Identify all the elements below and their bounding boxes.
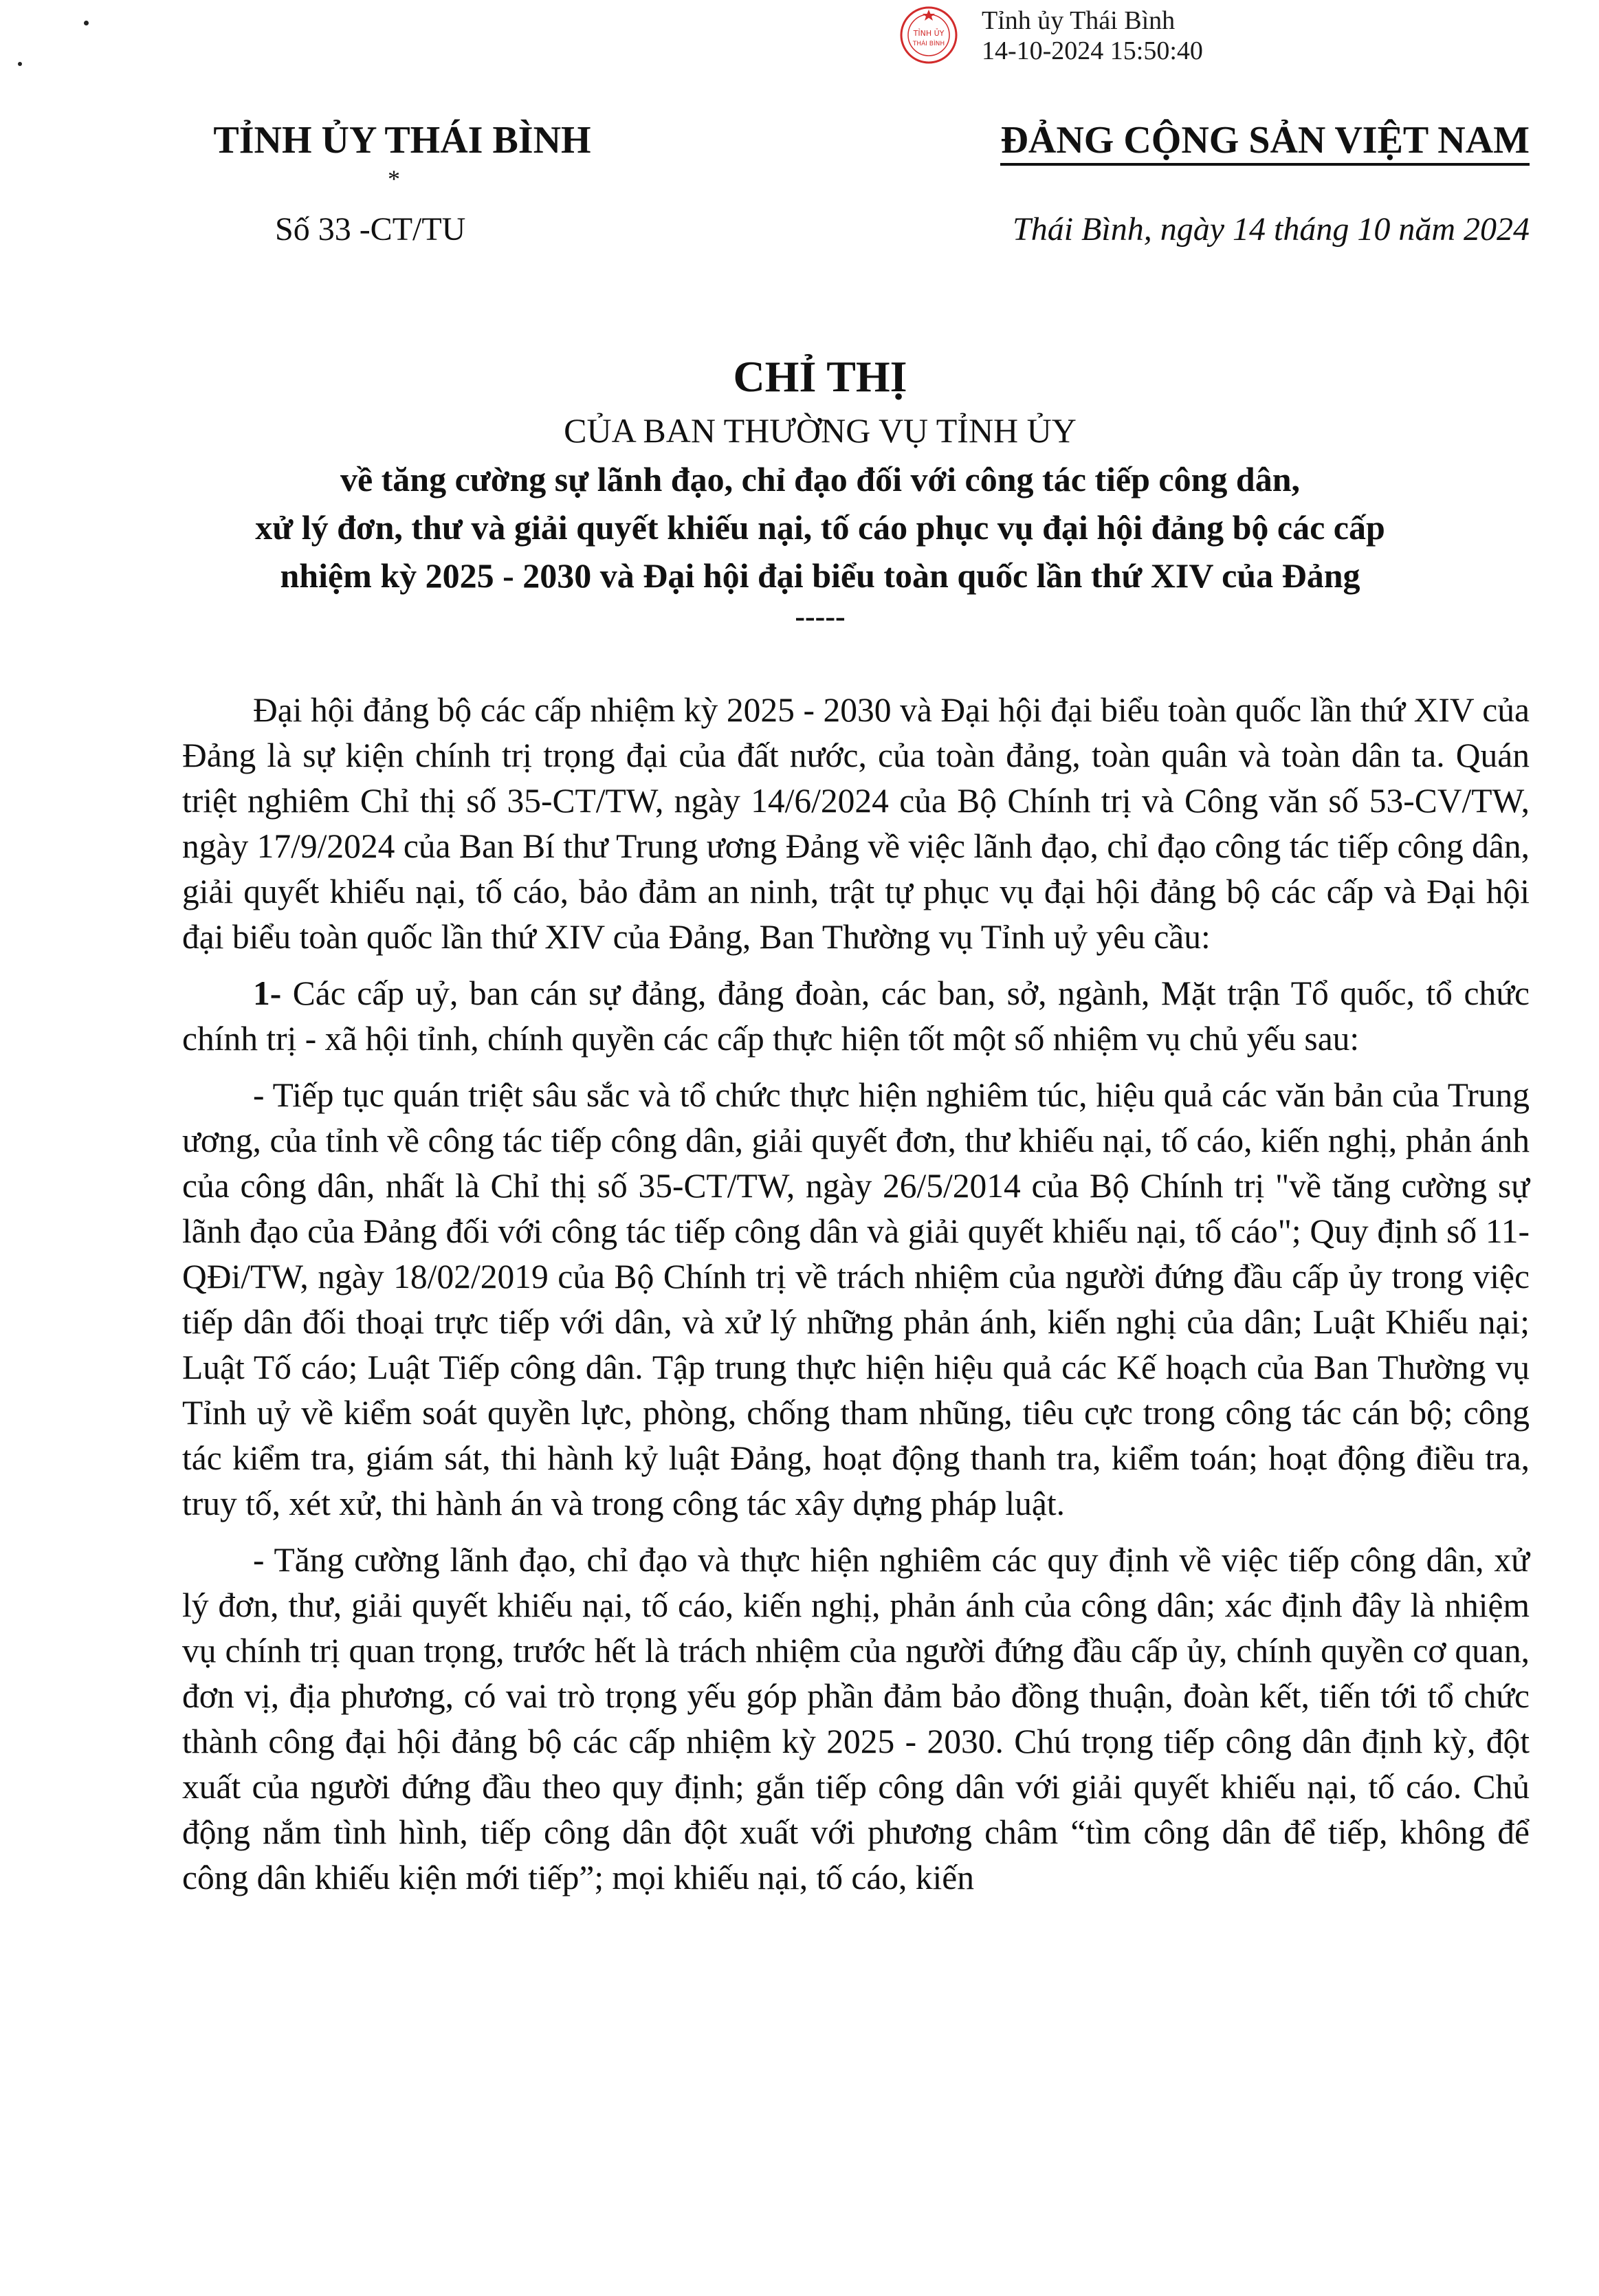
issuing-org: TỈNH ỦY THÁI BÌNH	[213, 119, 591, 162]
document-number: Số 33 -CT/TU	[275, 211, 466, 248]
item-1-number: 1-	[253, 974, 282, 1012]
subject-line: nhiệm kỳ 2025 - 2030 và Đại hội đại biểu toàn quốc lần thứ XIV của Đảng	[280, 556, 1360, 595]
digital-signature	[899, 6, 1284, 69]
item-1-paragraph	[182, 971, 1530, 1062]
bullet-paragraph: - Tăng cường lãnh đạo, chỉ đạo và thực hiện nghiêm các quy định về việc tiếp công dân, xử lý đơn, thư, giải quyết khiếu nại, tố cáo, kiến nghị, phản ánh của công dân; xác định đây là nhiệm vụ chính trị quan trọng, trước hết là trách nhiệm của người đứng đầu cấp ủy, chính quyền cơ quan, đơn vị, địa phương, có vai trò trọng yếu góp phần đảm bảo đồng thuận, đoàn kết, tiến tới tổ chức thành công đại hội đảng bộ các cấp nhiệm kỳ 2025 - 2030. Chú trọng tiếp công dân định kỳ, đột xuất của người đứng đầu theo quy định; gắn tiếp công dân với giải quyết khiếu nại, tố cáo. Chủ động nắm tình hình, tiếp công dân đột xuất với phương châm “tìm công dân để tiếp, không để công dân khiếu kiện mới tiếp”; mọi khiếu nại, tố cáo, kiến	[182, 1541, 1530, 1896]
issuer-line: CỦA BAN THƯỜNG VỤ TỈNH ỦY	[564, 411, 1077, 450]
signer-name: Tỉnh ủy Thái Bình	[982, 6, 1176, 35]
scan-speck	[18, 62, 22, 66]
seal-icon	[899, 6, 958, 65]
document-type: CHỈ THỊ	[733, 352, 907, 401]
star-mark: *	[388, 165, 400, 193]
svg-text:THÁI BÌNH: THÁI BÌNH	[912, 41, 945, 47]
party-name	[856, 118, 1530, 162]
title-block	[110, 351, 1530, 634]
document-date: Thái Bình, ngày 14 tháng 10 năm 2024	[1013, 211, 1530, 248]
bullet-paragraph: - Tiếp tục quán triệt sâu sắc và tổ chức thực hiện nghiêm túc, hiệu quả các văn bản của Trung ương, của tỉnh về công tác tiếp công dân, giải quyết đơn, thư khiếu nại, tố cáo, kiến nghị, phản ánh của công dân, nhất là Chỉ thị số 35-CT/TW, ngày 26/5/2014 của Bộ Chính trị "về tăng cường sự lãnh đạo của Đảng đối với công tác tiếp công dân và giải quyết khiếu nại, tố cáo"; Quy định số 11-QĐi/TW, ngày 18/02/2019 của Bộ Chính trị về trách nhiệm của người đứng đầu cấp ủy trong việc tiếp dân đối thoại trực tiếp với dân, và xử lý những phản ánh, kiến nghị của dân; Luật Khiếu nại; Luật Tố cáo; Luật Tiếp công dân. Tập trung thực hiện hiệu quả các Kế hoạch của Ban Thường vụ Tỉnh uỷ về kiểm soát quyền lực, phòng, chống tham nhũng, tiêu cực trong công tác cán bộ; công tác kiểm tra, giám sát, thi hành kỷ luật Đảng, hoạt động thanh tra, kiểm toán; hoạt động điều tra, truy tố, xét xử, thi hành án và trong công tác xây dựng pháp luật.	[182, 1076, 1530, 1522]
signature-timestamp: 14-10-2024 15:50:40	[982, 36, 1203, 65]
subject-line: về tăng cường sự lãnh đạo, chỉ đạo đối với công tác tiếp công dân,	[340, 460, 1301, 499]
title-divider: -----	[795, 600, 846, 633]
subject-line: xử lý đơn, thư và giải quyết khiếu nại, tố cáo phục vụ đại hội đảng bộ các cấp	[255, 508, 1385, 547]
intro-paragraph: Đại hội đảng bộ các cấp nhiệm kỳ 2025 - 2030 và Đại hội đại biểu toàn quốc lần thứ XIV của Đảng là sự kiện chính trị trọng đại của đất nước, của toàn đảng, toàn quân và toàn dân ta. Quán triệt nghiêm Chỉ thị số 35-CT/TW, ngày 14/6/2024 của Bộ Chính trị và Công văn số 53-CV/TW, ngày 17/9/2024 của Ban Bí thư Trung ương Đảng về việc lãnh đạo, chỉ đạo công tác tiếp công dân, giải quyết khiếu nại, tố cáo, bảo đảm an ninh, trật tự phục vụ đại hội đảng bộ các cấp và Đại hội đại biểu toàn quốc lần thứ XIV của Đảng, Ban Thường vụ Tỉnh uỷ yêu cầu:	[182, 691, 1530, 956]
item-1-text: Các cấp uỷ, ban cán sự đảng, đảng đoàn, các ban, sở, ngành, Mặt trận Tổ quốc, tổ chức chính trị - xã hội tỉnh, chính quyền các cấp thực hiện tốt một số nhiệm vụ chủ yếu sau:	[182, 974, 1530, 1058]
document-body	[182, 688, 1530, 1912]
scan-speck	[84, 21, 89, 25]
svg-text:TỈNH ỦY: TỈNH ỦY	[913, 29, 945, 38]
party-name-text: ĐẢNG CỘNG SẢN VIỆT NAM	[1000, 119, 1530, 166]
